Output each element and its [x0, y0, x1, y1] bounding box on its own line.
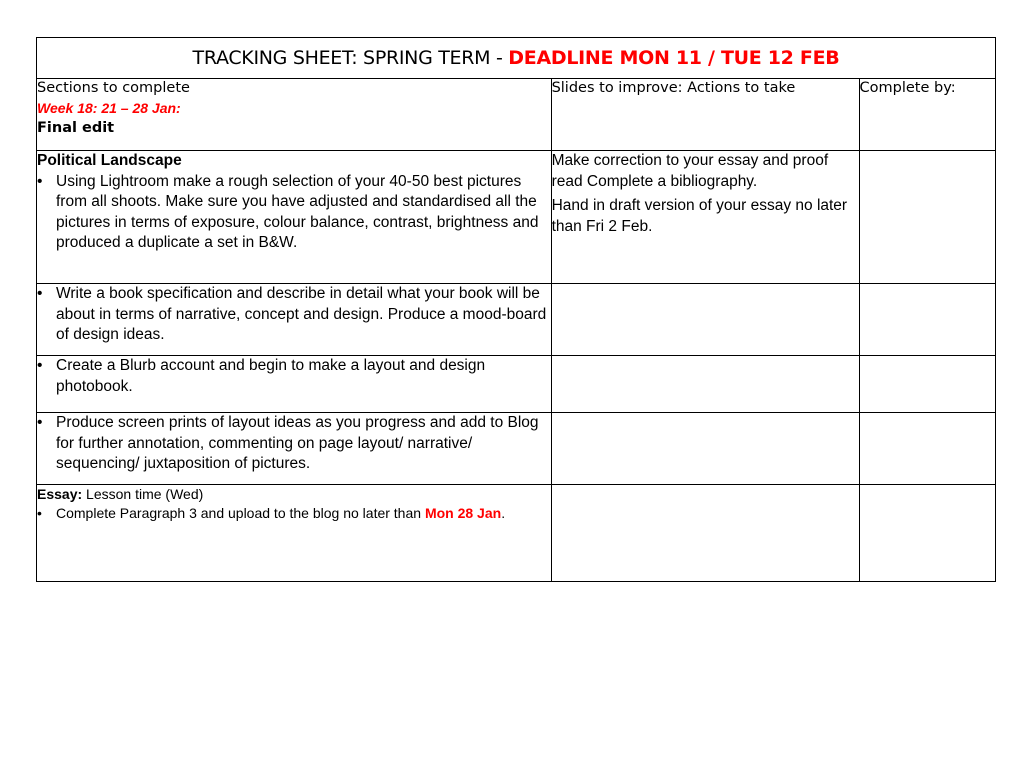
essay-bullet-text: Complete Paragraph 3 and upload to the blog no later than — [56, 505, 425, 521]
complete-by-cell — [859, 413, 995, 485]
complete-by-cell — [859, 485, 995, 582]
table-row — [37, 485, 996, 582]
header-sections-cell — [37, 79, 552, 151]
title-deadline: DEADLINE MON 11 / TUE 12 FEB — [508, 47, 840, 69]
week-label: Week 18: 21 – 28 Jan: — [37, 100, 181, 116]
essay-label: Essay: — [37, 486, 83, 502]
table-row — [37, 413, 996, 485]
title-main: TRACKING SHEET: SPRING TERM - — [192, 47, 509, 69]
actions-cell — [551, 356, 859, 413]
essay-bullet — [37, 504, 551, 523]
tracking-sheet-table — [36, 37, 996, 582]
section-heading: Political Landscape — [37, 152, 182, 169]
title-row — [37, 38, 996, 79]
section-bullet: • Write a book specification and describe in detail what your book will be about in terms of narrative, concept and design. Produce a mood-board of design ideas. — [37, 284, 551, 346]
header-row — [37, 79, 996, 151]
header-actions-cell — [551, 79, 859, 151]
complete-by-label: Complete by: — [859, 80, 956, 96]
actions-cell — [551, 485, 859, 582]
complete-by-cell — [859, 356, 995, 413]
essay-bullet-end: . — [501, 505, 506, 521]
complete-by-cell — [859, 284, 995, 356]
table-row — [37, 151, 996, 284]
section-bullet: • Produce screen prints of layout ideas as you progress and add to Blog for further annotation, commenting on page layout/ narrative/ sequencing/ juxtaposition of pictures. — [37, 413, 551, 475]
table-row — [37, 356, 996, 413]
essay-cell — [37, 485, 552, 582]
table-row — [37, 284, 996, 356]
actions-label: Slides to improve: Actions to take — [551, 80, 796, 96]
actions-cell — [551, 284, 859, 356]
section-bullet: • Using Lightroom make a rough selection of your 40-50 best pictures from all shoots. Make sure you have adjusted and standardised all the pictures in terms of exposure, colour balance, contrast, brightness and produced a duplicate a set in B&W. — [37, 172, 551, 254]
section-cell — [37, 151, 552, 284]
section-cell — [37, 284, 552, 356]
action-text: Hand in draft version of your essay no later than Fri 2 Feb. — [551, 197, 848, 235]
final-edit-label: Final edit — [37, 119, 115, 136]
actions-cell — [551, 151, 859, 284]
essay-line — [37, 485, 551, 504]
action-text: Make correction to your essay and proof read Complete a bibliography. — [551, 152, 829, 190]
essay-deadline: Mon 28 Jan — [424, 505, 502, 521]
essay-note: Lesson time (Wed) — [82, 486, 204, 502]
complete-by-cell — [859, 151, 995, 284]
section-cell — [37, 356, 552, 413]
section-bullet: • Create a Blurb account and begin to make a layout and design photobook. — [37, 356, 551, 397]
section-cell — [37, 413, 552, 485]
actions-cell — [551, 413, 859, 485]
sections-label: Sections to complete — [37, 80, 190, 96]
header-complete-cell — [859, 79, 995, 151]
sheet-title — [37, 38, 996, 79]
